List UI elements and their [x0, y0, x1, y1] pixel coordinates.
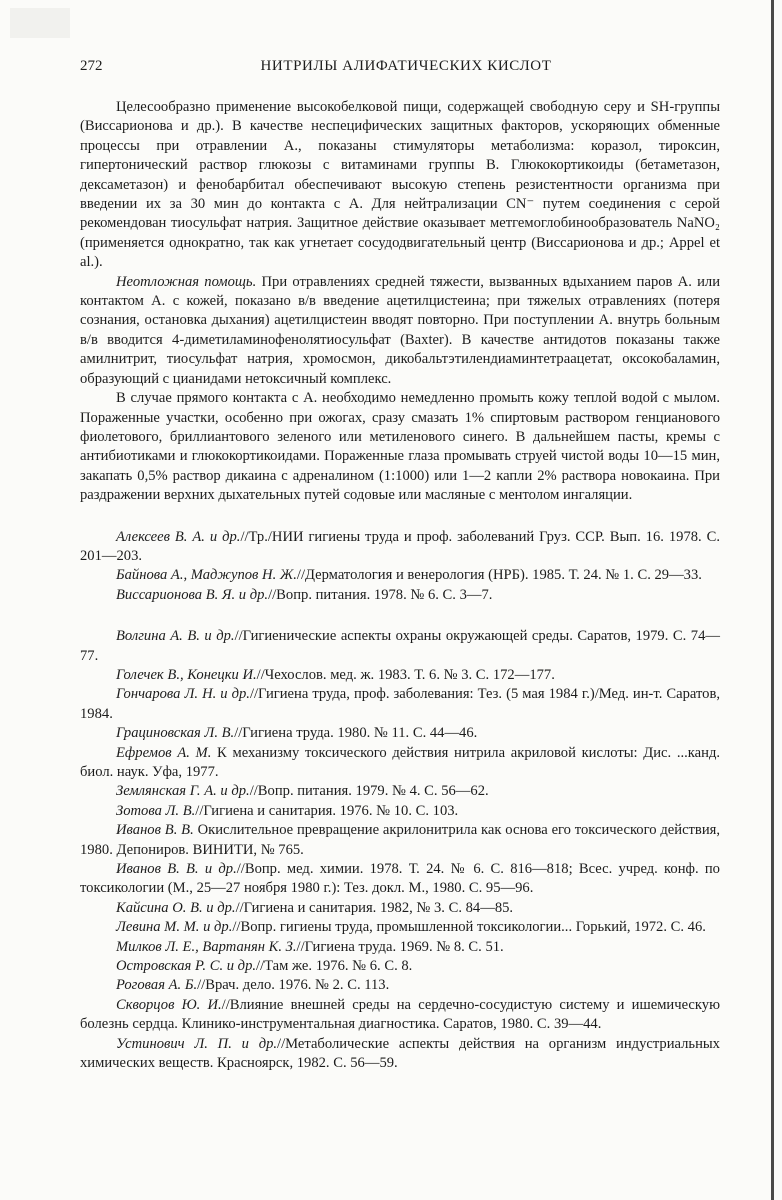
reference-text: //Вопр. питания. 1979. № 4. С. 56—62. [249, 783, 489, 800]
reference-author: Иванов В. В. и др. [116, 861, 237, 878]
paragraph-text: В случае прямого контакта с А. необходимо немедленно промыть кожу теплой водой с мылом. Пораженные участки, особенно при ожогах, сразу смазать 1% спиртовым раствором генцианового фиолетового, бриллиантового зеленого или метиленового синего. В дальнейшем пасты, кремы с антибиотиками и глюкокортикоидами. Пораженные глаза промывать струей чистой воды 10—15 мин, закапать 0,5% раствор дикаина с адреналином (1:1000) или 1—2 капли 2% раствора новокаина. При раздражении верхних дыхательных путей содовые или масляные с ментолом ингаляции. [80, 390, 720, 504]
reference-text: //Метаболические аспекты действия на организм индустриальных химических веществ. Красноярск, 1982. С. 56—59. [80, 1035, 720, 1072]
reference-author: Гончарова Л. Н. и др. [116, 686, 250, 703]
reference-text: Окислительное превращение акрилонитрила как основа его токсического действия, 1980. Депониров. ВИНИТИ, № 765. [80, 822, 720, 858]
reference-author: Грациновская Л. В. [116, 725, 235, 742]
reference-author: Милков Л. Е., Вартанян К. З. [116, 938, 297, 955]
reference-item [80, 957, 720, 976]
reference-text: //Вопр. мед. химии. 1978. Т. 24. № 6. С. 816—818; Всес. учред. конф. по токсикологии (М., 25—27 ноября 1980 г.): Тез. докл. М., 1980. С. 95—96. [80, 861, 720, 897]
body-text [80, 98, 720, 506]
scan-corner-mark [10, 8, 70, 38]
reference-text: //Дерматология и венерология (НРБ). 1985. Т. 24. № 1. С. 29—33. [296, 567, 702, 584]
reference-text: //Гигиена и санитария. 1976. № 10. С. 103. [195, 802, 459, 819]
reference-text: //Гигиена труда, проф. заболевания: Тез. (5 мая 1984 г.)/Мед. ин-т. Саратов, 1984. [80, 686, 721, 722]
references [80, 528, 720, 1074]
reference-item [80, 1035, 720, 1074]
paragraph [80, 98, 720, 273]
reference-item [80, 860, 720, 899]
reference-text: //Гигиена труда. 1969. № 8. С. 51. [296, 938, 504, 955]
paragraph-text: Целесообразно применение высокобелковой пищи, содержащей свободную серу и SH-группы (Виссарионова и др.). В качестве неспецифических защитных факторов, ускоряющих обменные процессы при отравлении А., показаны стимуляторы метаболизма: коразол, тироксин, гипертонический раствор глюкозы с витаминами группы В. Глюкокортикоиды (бетаметазон, дексаметазон) и фенобарбитал обеспечивают высокую степень резистентности организма при введении их за 30 мин до контакта с А. Для нейтрализации CN⁻ путем соединения с серой рекомендован тиосульфат натрия. Защитное действие оказывает метгемоглобинообразователь NaNO₂ (применяется однократно, так как угнетает сосудодвигательный центр (Виссарионова и др.; Appel et al.). [80, 99, 720, 271]
reference-item [80, 821, 720, 860]
page-header [80, 58, 720, 80]
reference-group-gap [80, 605, 720, 627]
reference-author: Голечек В., Конецки И. [116, 666, 257, 683]
reference-author: Островская Р. С. и др. [116, 958, 257, 975]
reference-item [80, 685, 720, 724]
reference-text: //Влияние внешней среды на сердечно-сосудистую систему и ишемическую болезнь сердца. Клинико-инструментальная диагностика. Саратов, 1980. С. 39—44. [80, 996, 720, 1033]
reference-text: //Тр./НИИ гигиены труда и проф. заболеваний Груз. ССР. Вып. 16. 1978. С. 201—203. [80, 528, 721, 564]
reference-item [80, 899, 720, 918]
reference-author: Роговая А. Б. [116, 977, 198, 994]
reference-author: Зотова Л. В. [116, 802, 196, 819]
reference-text: //Гигиенические аспекты охраны окружающей среды. Саратов, 1979. С. 74—77. [80, 628, 720, 664]
reference-author: Скворцов Ю. И. [116, 996, 222, 1013]
reference-text: //Гигиена труда. 1980. № 11. С. 44—46. [234, 725, 478, 742]
reference-author: Ефремов А. М. [116, 744, 212, 761]
reference-author: Виссарионова В. Я. и др. [116, 586, 269, 603]
reference-item [80, 802, 720, 821]
running-title: НИТРИЛЫ АЛИФАТИЧЕСКИХ КИСЛОТ [260, 58, 552, 74]
reference-author: Устинович Л. П. и др. [116, 1035, 278, 1052]
reference-item [80, 627, 720, 666]
reference-text: //Вопр. гигиены труда, промышленной токсикологии... Горький, 1972. С. 46. [232, 919, 706, 936]
reference-item [80, 938, 720, 957]
reference-item [80, 782, 720, 801]
reference-item [80, 976, 720, 995]
reference-text: //Врач. дело. 1976. № 2. С. 113. [197, 977, 390, 994]
paragraph [80, 273, 720, 389]
reference-item [80, 918, 720, 937]
reference-item [80, 666, 720, 685]
reference-item [80, 528, 720, 567]
page-number: 272 [80, 58, 103, 74]
reference-item [80, 996, 720, 1035]
paragraph-lead: Неотложная помощь. [116, 273, 257, 290]
reference-item [80, 744, 720, 783]
reference-text: //Гигиена и санитария. 1982, № 3. С. 84—85. [235, 899, 514, 916]
reference-item [80, 586, 720, 605]
page-edge-line [771, 0, 774, 1200]
reference-item [80, 724, 720, 743]
paragraph-text: При отравлениях средней тяжести, вызванных вдыханием паров А. или контактом А. с кожей, показано в/в введение ацетилцистеина; при тяжелых отравлениях (потеря сознания, остановка дыхания) ацетилцистеин вводят повторно. При поступлении А. внутрь больным в/в вводится 4-диметиламинофенолятиосульфат (Baxter). В качестве антидотов показаны также амилнитрит, тиосульфат натрия, хромосмон, дикобальтэтилендиаминтетраацетат, оксокобаламин, образующий с цианидами нетоксичный комплекс. [80, 273, 720, 387]
reference-author: Землянская Г. А. и др. [116, 783, 250, 800]
reference-author: Волгина А. В. и др. [116, 628, 235, 645]
reference-author: Байнова А., Маджупов Н. Ж. [116, 567, 297, 584]
document-page [80, 58, 720, 1074]
reference-author: Иванов В. В. [116, 822, 194, 839]
reference-author: Кайсина О. В. и др. [116, 899, 236, 916]
reference-text: //Там же. 1976. № 6. С. 8. [256, 958, 413, 975]
reference-author: Алексеев В. А. и др. [116, 528, 241, 545]
reference-author: Левина М. М. и др. [116, 919, 233, 936]
reference-text: К механизму токсического действия нитрила акриловой кислоты: Дис. ...канд. биол. наук. Уфа, 1977. [80, 744, 721, 780]
reference-text: //Вопр. питания. 1978. № 6. С. 3—7. [268, 586, 493, 603]
reference-text: //Чехослов. мед. ж. 1983. Т. 6. № 3. С. 172—177. [256, 666, 555, 683]
paragraph [80, 389, 720, 505]
reference-item [80, 566, 720, 585]
